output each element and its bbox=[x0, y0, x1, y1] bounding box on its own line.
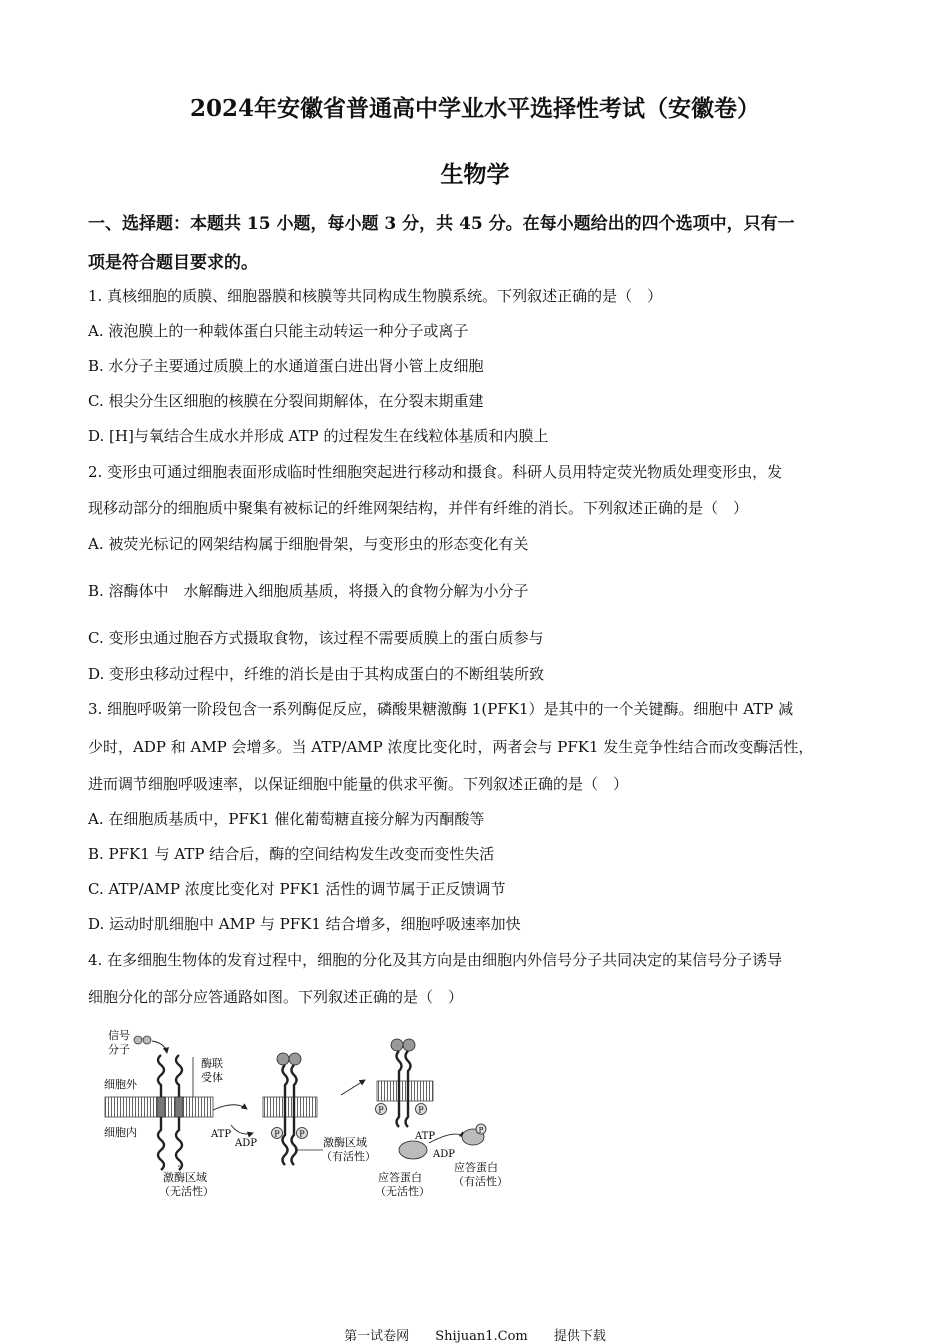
section-heading-line1: 一、选择题：本题共 15 小题，每小题 3 分，共 45 分。在每小题给出的四个选项中，只有一 bbox=[88, 214, 795, 234]
phosphate-label: P bbox=[478, 1126, 484, 1135]
inside-label: 细胞内 bbox=[104, 1126, 137, 1139]
adp-label-2: ADP bbox=[433, 1149, 455, 1160]
receptor-label: 酶联 bbox=[201, 1057, 223, 1070]
phosphate-label: P bbox=[274, 1129, 280, 1139]
response-inactive-state: （无活性） bbox=[375, 1185, 430, 1198]
signal-molecule-label: 信号 bbox=[108, 1029, 130, 1042]
q1-option-d: D. [H]与氧结合生成水并形成 ATP 的过程发生在线粒体基质和内膜上 bbox=[88, 427, 549, 445]
response-active-label: 应答蛋白 bbox=[454, 1161, 498, 1174]
signal-molecule-icon bbox=[134, 1036, 142, 1044]
phosphate-label: P bbox=[299, 1129, 305, 1139]
signal-molecule-label-2: 分子 bbox=[108, 1043, 130, 1056]
q2-option-d: D. 变形虫移动过程中，纤维的消长是由于其构成蛋白的不断组装所致 bbox=[88, 665, 545, 683]
q1-option-b: B. 水分子主要通过质膜上的水通道蛋白进出肾小管上皮细胞 bbox=[88, 357, 484, 375]
adp-label: ADP bbox=[235, 1138, 257, 1149]
response-inactive-label: 应答蛋白 bbox=[378, 1171, 422, 1184]
cell-membrane bbox=[263, 1097, 317, 1117]
q2-option-b: B. 溶酶体中 水解酶进入细胞质基质，将摄入的食物分解为小分子 bbox=[88, 582, 529, 600]
subject-title: 生物学 bbox=[440, 161, 510, 188]
q3-option-b: B. PFK1 与 ATP 结合后，酶的空间结构发生改变而变性失活 bbox=[88, 845, 495, 863]
kinase-active-state: （有活性） bbox=[321, 1150, 376, 1163]
exam-title: 2024年安徽省普通高中学业水平选择性考试（安徽卷） bbox=[189, 95, 760, 122]
q2-stem-line2: 现移动部分的细胞质中聚集有被标记的纤维网架结构，并伴有纤维的消长。下列叙述正确的是（ ） bbox=[88, 499, 749, 517]
cell-membrane bbox=[377, 1081, 433, 1101]
q2-option-a: A. 被荧光标记的网架结构属于细胞骨架，与变形虫的形态变化有关 bbox=[88, 535, 529, 553]
phosphate-label: P bbox=[418, 1105, 424, 1115]
q2-stem-line1: 2. 变形虫可通过细胞表面形成临时性细胞突起进行移动和摄食。科研人员用特定荧光物质处理变形虫，发 bbox=[88, 463, 783, 481]
kinase-inactive-label: 激酶区域 bbox=[163, 1171, 207, 1184]
q3-stem-line2: 少时，ADP 和 AMP 会增多。当 ATP/AMP 浓度比变化时，两者会与 PFK1 发生竞争性结合而改变酶活性， bbox=[88, 738, 814, 756]
response-active-state: （有活性） bbox=[453, 1175, 508, 1188]
response-protein-inactive bbox=[399, 1141, 427, 1159]
q3-option-c: C. ATP/AMP 浓度比变化对 PFK1 活性的调节属于正反馈调节 bbox=[88, 880, 506, 898]
footer bbox=[0, 1325, 950, 1344]
section-heading-line2: 项是符合题目要求的。 bbox=[88, 253, 258, 273]
signal-molecule-icon bbox=[143, 1036, 151, 1044]
signaling-pathway-figure bbox=[95, 1025, 525, 1205]
phosphate-label: P bbox=[378, 1105, 384, 1115]
atp-label: ATP bbox=[211, 1129, 232, 1140]
q3-option-d: D. 运动时肌细胞中 AMP 与 PFK1 结合增多，细胞呼吸速率加快 bbox=[88, 915, 521, 933]
q1-option-a: A. 液泡膜上的一种载体蛋白只能主动转运一种分子或离子 bbox=[88, 322, 469, 340]
kinase-active-label: 激酶区域 bbox=[323, 1136, 367, 1149]
kinase-inactive-state: （无活性） bbox=[159, 1185, 214, 1198]
q2-option-c: C. 变形虫通过胞吞方式摄取食物，该过程不需要质膜上的蛋白质参与 bbox=[88, 629, 544, 647]
receptor-label-2: 受体 bbox=[201, 1071, 223, 1084]
q3-stem-line1: 3. 细胞呼吸第一阶段包含一系列酶促反应，磷酸果糖激酶 1(PFK1）是其中的一个关键酶。细胞中 ATP 减 bbox=[88, 700, 794, 718]
footer-site-url: Shijuan1.Com bbox=[435, 1329, 528, 1344]
atp-label-2: ATP bbox=[415, 1131, 436, 1142]
q3-option-a: A. 在细胞质基质中，PFK1 催化葡萄糖直接分解为丙酮酸等 bbox=[88, 810, 485, 828]
q1-option-c: C. 根尖分生区细胞的核膜在分裂间期解体，在分裂末期重建 bbox=[88, 392, 484, 410]
footer-download-note: 提供下载 bbox=[553, 1329, 606, 1344]
footer-site-name: 第一试卷网 bbox=[344, 1329, 410, 1344]
q4-stem-line1: 4. 在多细胞生物体的发育过程中，细胞的分化及其方向是由细胞内外信号分子共同决定的某信号分子诱导 bbox=[88, 951, 783, 969]
q1-stem: 1. 真核细胞的质膜、细胞器膜和核膜等共同构成生物膜系统。下列叙述正确的是（ ） bbox=[88, 287, 663, 305]
q4-stem-line2: 细胞分化的部分应答通路如图。下列叙述正确的是（ ） bbox=[88, 988, 464, 1006]
outside-label: 细胞外 bbox=[104, 1078, 137, 1091]
q3-stem-line3: 进而调节细胞呼吸速率，以保证细胞中能量的供求平衡。下列叙述正确的是（ ） bbox=[88, 775, 629, 793]
